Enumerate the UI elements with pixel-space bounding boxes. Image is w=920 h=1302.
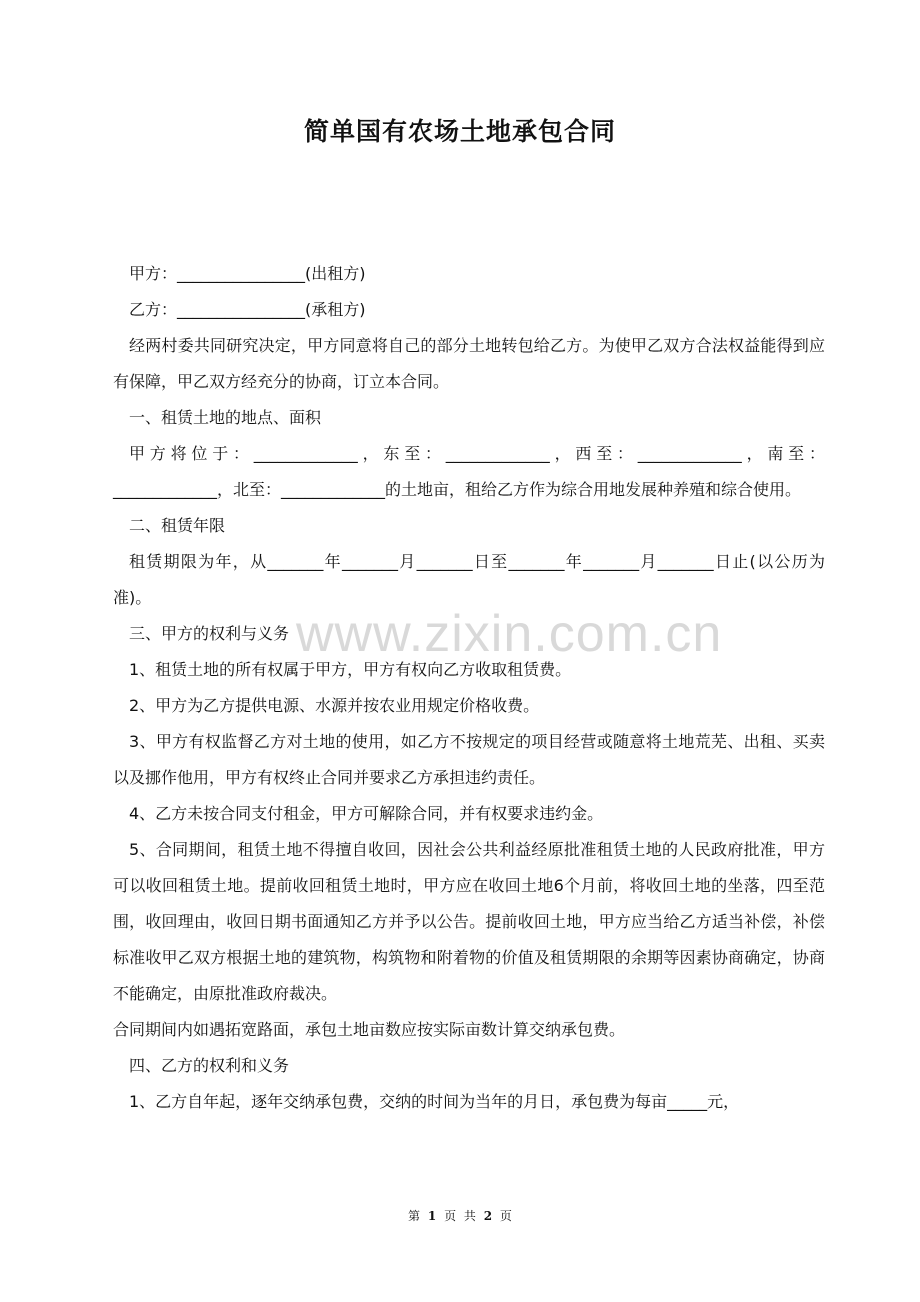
- footer-current-page: 1: [427, 1209, 437, 1223]
- page-footer: [0, 1207, 920, 1224]
- party-b-line: 乙方：________________(承租方): [129, 300, 366, 319]
- footer-total-pages: 2: [483, 1209, 493, 1223]
- clause-3-4: 4、乙方未按合同支付租金，甲方可解除合同，并有权要求违约金。: [129, 804, 604, 823]
- section-heading-2: 二、租赁年限: [129, 516, 226, 535]
- clause-3-1: 1、租赁土地的所有权属于甲方，甲方有权向乙方收取租赁费。: [129, 660, 572, 679]
- watermark: www.zixin.com.cn: [296, 605, 723, 663]
- section-heading-1: 一、租赁土地的地点、面积: [129, 408, 322, 427]
- footer-middle: 页 共: [444, 1209, 476, 1223]
- location-paragraph: 甲方将位于：_____________，东至：_____________，西至：_____________，南至：_____________，北至：_____________的土地亩，租给乙方作为综合用地发展种养殖和综合使用。: [113, 444, 825, 499]
- party-a-line: 甲方：________________(出租方): [129, 264, 366, 283]
- footer-suffix: 页: [499, 1209, 512, 1223]
- preamble-paragraph: 经两村委共同研究决定，甲方同意将自己的部分土地转包给乙方。为使甲乙双方合法权益能得到应有保障，甲乙双方经充分的协商，订立本合同。: [113, 336, 825, 391]
- clause-3-5: 5、合同期间，租赁土地不得擅自收回，因社会公共利益经原批准租赁土地的人民政府批准，甲方可以收回租赁土地。提前收回租赁土地时，甲方应在收回土地6个月前，将收回土地的坐落，四至范围，收回理由，收回日期书面通知乙方并予以公告。提前收回土地，甲方应当给乙方适当补偿，补偿标准收甲乙双方根据土地的建筑物，构筑物和附着物的价值及租赁期限的余期等因素协商确定，协商不能确定，由原批准政府裁决。: [113, 840, 825, 1003]
- term-paragraph: 租赁期限为年，从_______年_______月_______日至_______年_______月_______日止(以公历为准)。: [113, 552, 825, 607]
- clause-4-1: 1、乙方自年起，逐年交纳承包费，交纳的时间为当年的月日，承包费为每亩_____元，: [129, 1092, 740, 1111]
- clause-3-3: 3、甲方有权监督乙方对土地的使用，如乙方不按规定的项目经营或随意将土地荒芜、出租、买卖以及挪作他用，甲方有权终止合同并要求乙方承担违约责任。: [113, 732, 825, 787]
- clause-3-2: 2、甲方为乙方提供电源、水源并按农业用规定价格收费。: [129, 696, 540, 715]
- section-heading-3: 三、甲方的权利与义务: [129, 624, 290, 643]
- clause-3-5-continued: 合同期间内如遇拓宽路面，承包土地亩数应按实际亩数计算交纳承包费。: [113, 1020, 626, 1039]
- document-title: 简单国有农场土地承包合同: [303, 117, 616, 146]
- footer-prefix: 第: [408, 1209, 421, 1223]
- document-body: [113, 256, 825, 1120]
- section-heading-4: 四、乙方的权利和义务: [129, 1056, 290, 1075]
